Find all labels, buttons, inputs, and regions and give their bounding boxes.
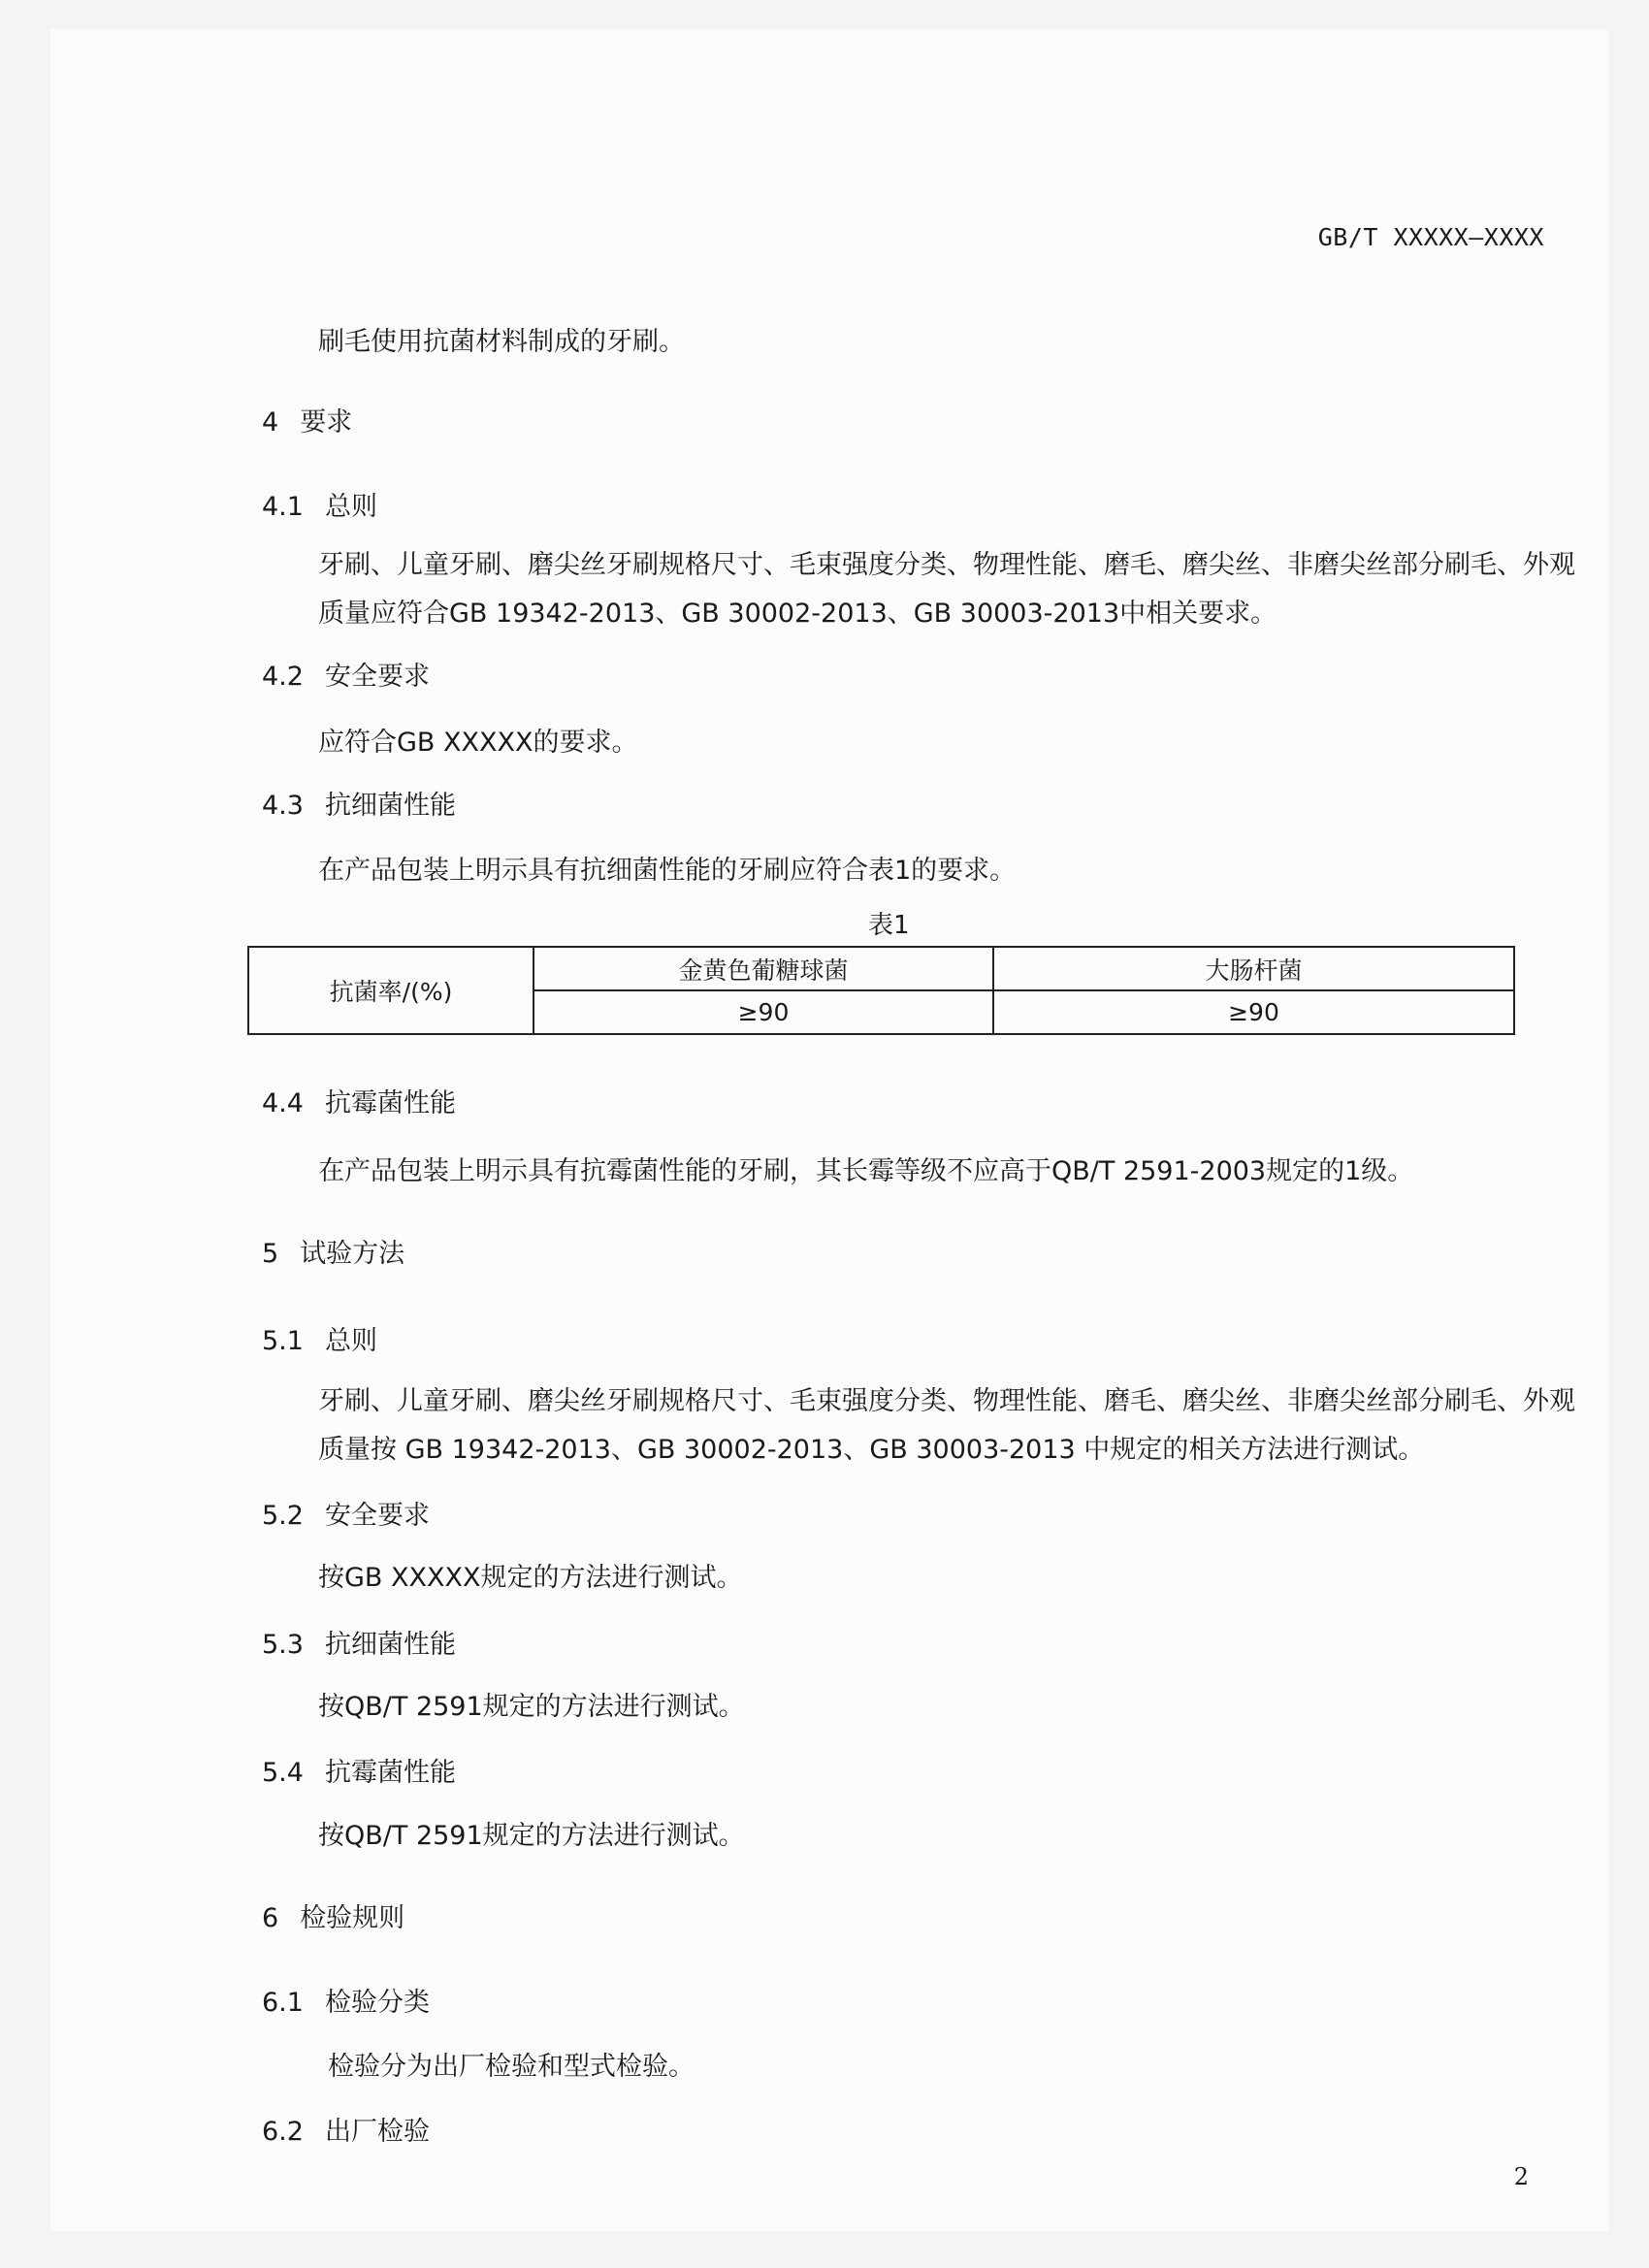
section-5-2-heading: 5.2 安全要求 xyxy=(262,1501,430,1531)
section-6-heading: 6 检验规则 xyxy=(262,1903,405,1933)
section-4-2-text: 应符合GB XXXXX的要求。 xyxy=(318,728,638,758)
table-1 xyxy=(247,946,1515,1035)
section-4-4-heading: 4.4 抗霉菌性能 xyxy=(262,1088,456,1118)
section-6-2-heading: 6.2 出厂检验 xyxy=(262,2117,430,2147)
section-4-1-text: 牙刷、儿童牙刷、磨尖丝牙刷规格尺寸、毛束强度分类、物理性能、磨毛、磨尖丝、非磨尖丝部分刷毛、外观质量应符合GB 19342-2013、GB 30002-2013、GB 30003-2013中相关要求。 xyxy=(318,550,1575,629)
section-6-1-heading: 6.1 检验分类 xyxy=(262,1988,430,2018)
section-5-1-heading: 5.1 总则 xyxy=(262,1326,377,1356)
section-4-4-text: 在产品包装上明示具有抗霉菌性能的牙刷，其长霉等级不应高于QB/T 2591-2003规定的1级。 xyxy=(318,1156,1414,1186)
section-5-4-text: 按QB/T 2591规定的方法进行测试。 xyxy=(318,1821,745,1851)
section-5-2-text: 按GB XXXXX规定的方法进行测试。 xyxy=(318,1563,743,1593)
table-col-header: 金黄色葡糖球菌 xyxy=(534,947,993,990)
section-5-1-text: 牙刷、儿童牙刷、磨尖丝牙刷规格尺寸、毛束强度分类、物理性能、磨毛、磨尖丝、非磨尖丝部分刷毛、外观质量按 GB 19342-2013、GB 30002-2013、GB 30003-2013 中规定的相关方法进行测试。 xyxy=(318,1386,1575,1465)
section-5-heading: 5 试验方法 xyxy=(262,1239,405,1269)
section-5-4-heading: 5.4 抗霉菌性能 xyxy=(262,1758,456,1788)
page-number: 2 xyxy=(1513,2163,1529,2190)
table-row-header: 抗菌率/(%) xyxy=(248,947,534,1034)
table-cell: ≥90 xyxy=(993,990,1514,1034)
table-col-header: 大肠杆菌 xyxy=(993,947,1514,990)
section-4-2-heading: 4.2 安全要求 xyxy=(262,662,430,692)
section-6-1-text: 检验分为出厂检验和型式检验。 xyxy=(328,2052,695,2082)
table-row xyxy=(248,947,1514,990)
section-4-3-heading: 4.3 抗细菌性能 xyxy=(262,791,456,821)
intro-line: 刷毛使用抗菌材料制成的牙刷。 xyxy=(318,327,685,357)
section-4-3-text: 在产品包装上明示具有抗细菌性能的牙刷应符合表1的要求。 xyxy=(318,856,1017,886)
standard-code: GB/T XXXXX—XXXX xyxy=(1317,223,1544,251)
section-5-3-heading: 5.3 抗细菌性能 xyxy=(262,1630,456,1660)
section-4-heading: 4 要求 xyxy=(262,407,353,437)
document-page xyxy=(50,29,1608,2231)
section-5-3-text: 按QB/T 2591规定的方法进行测试。 xyxy=(318,1692,745,1722)
table-cell: ≥90 xyxy=(534,990,993,1034)
table-1-caption: 表1 xyxy=(868,911,910,940)
section-4-1-heading: 4.1 总则 xyxy=(262,492,377,522)
